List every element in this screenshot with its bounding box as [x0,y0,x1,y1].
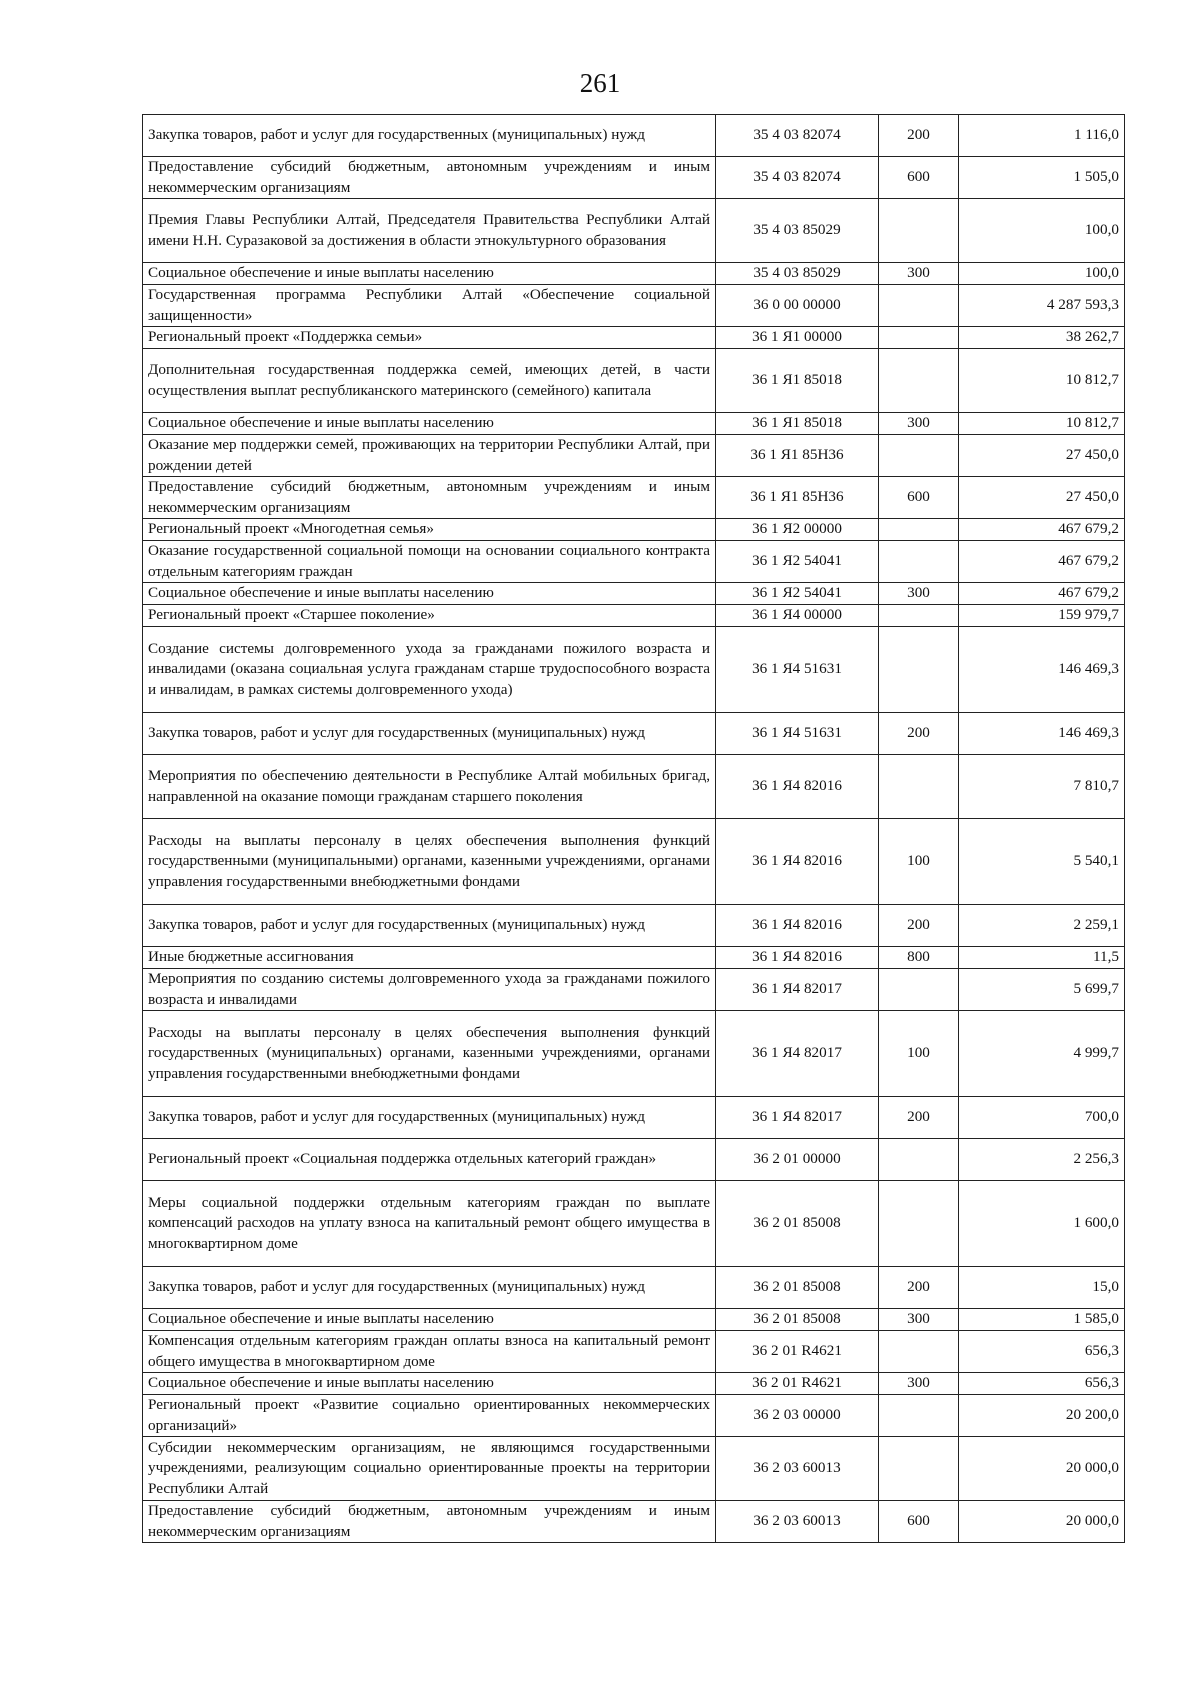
row-code: 36 1 Я4 82017 [716,1011,879,1097]
row-name: Закупка товаров, работ и услуг для государственных (муниципальных) нужд [143,1097,716,1139]
table-row [143,819,1125,905]
row-expense-type: 600 [879,477,959,519]
table-row [143,327,1125,349]
row-code: 36 1 Я1 00000 [716,327,879,349]
table-row [143,1501,1125,1543]
table-row [143,627,1125,713]
row-code: 36 1 Я2 54041 [716,583,879,605]
row-code: 36 2 01 85008 [716,1267,879,1309]
row-expense-type: 200 [879,1097,959,1139]
row-expense-type [879,755,959,819]
row-name: Мероприятия по обеспечению деятельности в Республике Алтай мобильных бригад, направленной на оказание помощи гражданам старшего поколения [143,755,716,819]
row-sum: 656,3 [959,1373,1125,1395]
table-row [143,755,1125,819]
row-name: Закупка товаров, работ и услуг для государственных (муниципальных) нужд [143,713,716,755]
row-code: 36 1 Я2 00000 [716,519,879,541]
row-name: Закупка товаров, работ и услуг для государственных (муниципальных) нужд [143,1267,716,1309]
row-expense-type [879,605,959,627]
row-name: Региональный проект «Поддержка семьи» [143,327,716,349]
row-sum: 1 116,0 [959,115,1125,157]
row-code: 36 2 03 60013 [716,1501,879,1543]
row-code: 35 4 03 82074 [716,115,879,157]
row-sum: 20 000,0 [959,1437,1125,1501]
row-code: 35 4 03 82074 [716,157,879,199]
table-row [143,947,1125,969]
row-sum: 656,3 [959,1331,1125,1373]
row-code: 36 1 Я4 82016 [716,819,879,905]
table-row [143,1097,1125,1139]
table-row [143,1139,1125,1181]
row-expense-type [879,1395,959,1437]
row-name: Расходы на выплаты персоналу в целях обеспечения выполнения функций государственных (муниципальных) органами, казенными учреждениями, органами управления государственными внебюджетными фондами [143,1011,716,1097]
row-expense-type: 200 [879,713,959,755]
table-row [143,583,1125,605]
row-expense-type [879,435,959,477]
table-row [143,199,1125,263]
row-code: 36 2 01 R4621 [716,1331,879,1373]
row-name: Компенсация отдельным категориям граждан оплаты взноса на капитальный ремонт общего имущества в многоквартирном доме [143,1331,716,1373]
row-code: 36 1 Я1 85018 [716,413,879,435]
table-row [143,477,1125,519]
row-sum: 1 505,0 [959,157,1125,199]
row-sum: 10 812,7 [959,413,1125,435]
row-name: Мероприятия по созданию системы долговременного ухода за гражданами пожилого возраста и инвалидами [143,969,716,1011]
row-code: 36 1 Я2 54041 [716,541,879,583]
row-name: Предоставление субсидий бюджетным, автономным учреждениям и иным некоммерческим организациям [143,1501,716,1543]
row-sum: 700,0 [959,1097,1125,1139]
row-name: Социальное обеспечение и иные выплаты населению [143,1373,716,1395]
table-row [143,285,1125,327]
table-row [143,541,1125,583]
table-row [143,1267,1125,1309]
row-expense-type: 100 [879,819,959,905]
row-code: 36 1 Я4 82017 [716,969,879,1011]
row-sum: 146 469,3 [959,713,1125,755]
row-code: 36 1 Я4 82016 [716,905,879,947]
row-code: 36 1 Я1 85018 [716,349,879,413]
row-sum: 5 540,1 [959,819,1125,905]
row-code: 36 2 03 60013 [716,1437,879,1501]
row-expense-type: 300 [879,1373,959,1395]
row-name: Закупка товаров, работ и услуг для государственных (муниципальных) нужд [143,905,716,947]
budget-table [142,114,1125,1543]
row-sum: 7 810,7 [959,755,1125,819]
table-row [143,1373,1125,1395]
row-code: 35 4 03 85029 [716,199,879,263]
row-sum: 100,0 [959,199,1125,263]
row-code: 36 1 Я4 51631 [716,713,879,755]
row-code: 36 1 Я1 85Н36 [716,435,879,477]
row-expense-type: 300 [879,583,959,605]
row-sum: 20 000,0 [959,1501,1125,1543]
row-sum: 5 699,7 [959,969,1125,1011]
row-expense-type [879,627,959,713]
row-sum: 11,5 [959,947,1125,969]
row-expense-type [879,1181,959,1267]
row-expense-type: 200 [879,905,959,947]
row-name: Социальное обеспечение и иные выплаты населению [143,413,716,435]
row-name: Предоставление субсидий бюджетным, автономным учреждениям и иным некоммерческим организациям [143,157,716,199]
row-code: 36 1 Я4 82016 [716,755,879,819]
row-expense-type [879,285,959,327]
row-name: Региональный проект «Социальная поддержка отдельных категорий граждан» [143,1139,716,1181]
row-expense-type [879,1437,959,1501]
table-row [143,1437,1125,1501]
row-name: Субсидии некоммерческим организациям, не являющимся государственными учреждениями, реализующим социально ориентированные проекты на территории Республики Алтай [143,1437,716,1501]
row-expense-type [879,1331,959,1373]
row-sum: 27 450,0 [959,435,1125,477]
page-number: 261 [579,68,621,98]
table-row [143,1395,1125,1437]
row-sum: 146 469,3 [959,627,1125,713]
row-expense-type: 200 [879,115,959,157]
row-expense-type: 300 [879,413,959,435]
row-expense-type: 300 [879,1309,959,1331]
table-row [143,1331,1125,1373]
row-name: Региональный проект «Развитие социально ориентированных некоммерческих организаций» [143,1395,716,1437]
row-sum: 38 262,7 [959,327,1125,349]
row-code: 36 1 Я4 82017 [716,1097,879,1139]
row-expense-type [879,969,959,1011]
table-row [143,1309,1125,1331]
table-row [143,115,1125,157]
table-row [143,1011,1125,1097]
table-row [143,349,1125,413]
table-row [143,263,1125,285]
row-code: 36 1 Я4 51631 [716,627,879,713]
row-name: Создание системы долговременного ухода за гражданами пожилого возраста и инвалидами (оказана социальная услуга гражданам старше трудоспособного возраста и инвалидам, в рамках системы долговременного ухода) [143,627,716,713]
row-expense-type [879,327,959,349]
row-code: 36 2 01 85008 [716,1309,879,1331]
row-name: Оказание мер поддержки семей, проживающих на территории Республики Алтай, при рождении детей [143,435,716,477]
row-expense-type [879,1139,959,1181]
row-sum: 100,0 [959,263,1125,285]
table-row [143,157,1125,199]
table-row [143,413,1125,435]
row-code: 36 2 01 R4621 [716,1373,879,1395]
row-code: 36 1 Я1 85Н36 [716,477,879,519]
row-name: Оказание государственной социальной помощи на основании социального контракта отдельным категориям граждан [143,541,716,583]
row-expense-type: 100 [879,1011,959,1097]
row-name: Государственная программа Республики Алтай «Обеспечение социальной защищенности» [143,285,716,327]
row-name: Социальное обеспечение и иные выплаты населению [143,263,716,285]
row-name: Расходы на выплаты персоналу в целях обеспечения выполнения функций государственными (муниципальными) органами, казенными учреждениями, органами управления государственными внебюджетными фондами [143,819,716,905]
row-sum: 4 287 593,3 [959,285,1125,327]
table-row [143,905,1125,947]
row-name: Региональный проект «Многодетная семья» [143,519,716,541]
table-row [143,969,1125,1011]
row-code: 36 1 Я4 82016 [716,947,879,969]
row-name: Социальное обеспечение и иные выплаты населению [143,1309,716,1331]
row-name: Дополнительная государственная поддержка семей, имеющих детей, в части осуществления выплат республиканского материнского (семейного) капитала [143,349,716,413]
row-expense-type: 800 [879,947,959,969]
row-name: Премия Главы Республики Алтай, Председателя Правительства Республики Алтай имени Н.Н. Суразаковой за достижения в области этнокультурного образования [143,199,716,263]
row-name: Меры социальной поддержки отдельным категориям граждан по выплате компенсаций расходов на уплату взноса на капитальный ремонт общего имущества в многоквартирном доме [143,1181,716,1267]
table-row [143,519,1125,541]
row-code: 36 2 03 00000 [716,1395,879,1437]
row-sum: 159 979,7 [959,605,1125,627]
row-code: 35 4 03 85029 [716,263,879,285]
row-sum: 467 679,2 [959,583,1125,605]
row-sum: 467 679,2 [959,541,1125,583]
row-name: Предоставление субсидий бюджетным, автономным учреждениям и иным некоммерческим организациям [143,477,716,519]
row-name: Социальное обеспечение и иные выплаты населению [143,583,716,605]
row-sum: 27 450,0 [959,477,1125,519]
row-sum: 20 200,0 [959,1395,1125,1437]
row-expense-type: 600 [879,157,959,199]
row-code: 36 1 Я4 00000 [716,605,879,627]
row-expense-type: 200 [879,1267,959,1309]
row-name: Иные бюджетные ассигнования [143,947,716,969]
row-sum: 1 600,0 [959,1181,1125,1267]
row-expense-type: 600 [879,1501,959,1543]
row-sum: 1 585,0 [959,1309,1125,1331]
row-name: Закупка товаров, работ и услуг для государственных (муниципальных) нужд [143,115,716,157]
row-sum: 2 256,3 [959,1139,1125,1181]
row-expense-type [879,541,959,583]
table-row [143,605,1125,627]
row-expense-type [879,519,959,541]
row-expense-type [879,349,959,413]
row-code: 36 2 01 00000 [716,1139,879,1181]
row-sum: 4 999,7 [959,1011,1125,1097]
row-name: Региональный проект «Старшее поколение» [143,605,716,627]
row-sum: 10 812,7 [959,349,1125,413]
row-sum: 15,0 [959,1267,1125,1309]
row-code: 36 0 00 00000 [716,285,879,327]
row-sum: 467 679,2 [959,519,1125,541]
row-expense-type: 300 [879,263,959,285]
row-code: 36 2 01 85008 [716,1181,879,1267]
table-row [143,713,1125,755]
row-sum: 2 259,1 [959,905,1125,947]
row-expense-type [879,199,959,263]
table-row [143,1181,1125,1267]
table-row [143,435,1125,477]
